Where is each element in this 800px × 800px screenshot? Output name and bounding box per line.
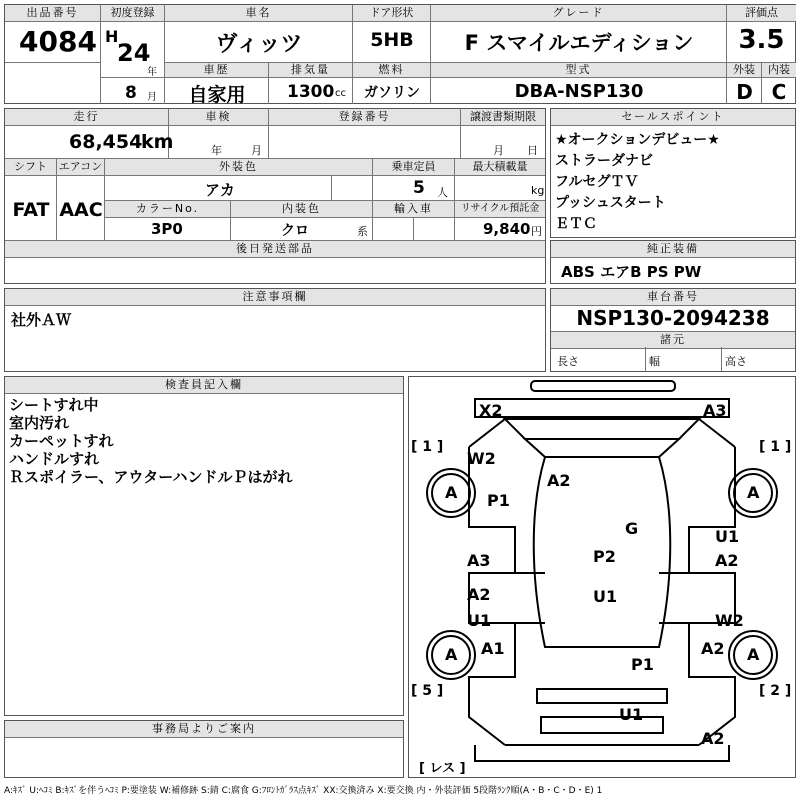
int-grade: C — [771, 80, 787, 104]
damage-a-front-right-wheel: A — [747, 483, 760, 502]
fuel-cell — [353, 63, 431, 104]
damage-u1-right: U1 — [715, 527, 740, 546]
mileage: 68,454 — [69, 131, 143, 153]
int-color: クロ — [281, 223, 309, 239]
damage-g: G — [625, 519, 639, 538]
fuel-label: 燃料 — [353, 63, 430, 78]
equipment-block — [550, 240, 796, 284]
score: 3.5 — [738, 25, 785, 55]
displacement: 1300 — [287, 82, 335, 102]
chassis-number: NSP130-2094238 — [576, 306, 770, 330]
int-grade-label: 内装 — [762, 63, 796, 78]
inspector-note: ハンドルすれ — [9, 450, 100, 468]
car-name-cell — [165, 5, 353, 63]
chassis-label: 車台番号 — [551, 289, 795, 306]
lot-number-cell — [5, 5, 101, 63]
capacity-label: 乗車定員 — [373, 159, 454, 176]
capacity: 5 — [413, 178, 425, 198]
damage-a2-bottom: A2 — [701, 729, 725, 748]
color-no-cell — [105, 201, 231, 241]
transfer-cell — [461, 109, 545, 159]
ac-label: エアコン — [57, 159, 104, 176]
first-reg-label: 初度登録 — [101, 5, 164, 22]
damage-w2-left: W2 — [467, 449, 496, 468]
spec-height: 高さ — [725, 355, 747, 368]
displacement-unit: cc — [335, 88, 346, 99]
spec-width: 幅 — [649, 355, 660, 368]
ext-color: アカ — [205, 181, 235, 199]
fuel: ガソリン — [364, 85, 420, 101]
model-cell — [431, 63, 727, 104]
ext-grade-label: 外装 — [727, 63, 761, 78]
score-label: 評価点 — [727, 5, 796, 22]
reg-number-cell — [269, 109, 461, 159]
door-label: ドア形状 — [353, 5, 430, 22]
sales-points-label: セールスポイント — [551, 109, 795, 126]
displacement-cell — [269, 63, 353, 104]
ext-grade: D — [736, 80, 753, 104]
damage-a1-left: A1 — [481, 639, 505, 658]
lot-number-label: 出品番号 — [5, 5, 100, 22]
load-cell — [455, 159, 545, 201]
load-unit: kg — [531, 184, 545, 197]
equipment: ABS エアB PS PW — [561, 263, 702, 281]
sales-point: プッシュスタート — [555, 195, 666, 211]
damage-a-rear-right-wheel: A — [747, 645, 760, 664]
color-no-label: カラーNo. — [105, 201, 230, 218]
inspector-note: シートすれ中 — [9, 396, 99, 414]
damage-u1-rear: U1 — [619, 705, 644, 724]
door-cell — [353, 5, 431, 63]
sales-point: フルセグＴＶ — [555, 174, 639, 190]
history-label: 車歴 — [165, 63, 268, 78]
damage-p1-rear: P1 — [631, 655, 654, 674]
inspector-block — [4, 376, 404, 716]
lot-number: 4084 — [19, 25, 97, 58]
history: 自家用 — [188, 84, 246, 106]
ac-cell — [57, 159, 105, 241]
mileage-cell — [5, 109, 174, 159]
reg-month: 8 — [125, 83, 137, 103]
damage-a3-left: A3 — [467, 551, 491, 570]
transfer-month-unit: 月 — [493, 144, 504, 157]
load-label: 最大積載量 — [455, 159, 545, 176]
model-label: 型式 — [431, 63, 726, 78]
details-block — [4, 108, 546, 284]
sales-point: ＥＴＣ — [555, 216, 597, 232]
inspector-label: 検査員記入欄 — [5, 377, 403, 394]
recycle: 9,840 — [483, 220, 531, 238]
door-type: 5HB — [370, 29, 414, 51]
grade-cell — [431, 5, 727, 63]
transfer-label: 譲渡書類期限 — [461, 109, 545, 126]
recycle-label: リサイクル預託金 — [455, 201, 545, 218]
inspector-note: 室内汚れ — [9, 414, 70, 432]
score-cell — [727, 5, 796, 63]
first-reg-cell — [101, 5, 165, 104]
mileage-label: 走行 — [5, 109, 168, 126]
damage-a-front-left-wheel: A — [445, 483, 458, 502]
damage-p1-left: P1 — [487, 491, 510, 510]
later-parts-label: 後日発送部品 — [5, 241, 545, 258]
sales-point: ストラーダナビ — [555, 153, 653, 169]
equipment-label: 純正装備 — [551, 241, 795, 258]
ac: AAC — [59, 199, 103, 221]
shift-label: シフト — [5, 159, 56, 176]
damage-u1-left: U1 — [467, 611, 492, 630]
inspection-cell — [169, 109, 269, 159]
corner-1-right: [ 1 ] — [759, 439, 792, 455]
office-block — [4, 720, 404, 778]
ext-color-label: 外装色 — [105, 159, 372, 176]
spare-tire-label: [ レス ] — [419, 761, 466, 776]
mileage-unit: km — [141, 131, 174, 153]
damage-x2: X2 — [479, 401, 503, 420]
car-outline — [409, 377, 795, 777]
import-label: 輸入車 — [373, 201, 454, 218]
damage-w2-right: W2 — [715, 611, 744, 630]
grade-label: グレード — [431, 5, 726, 22]
caution-label: 注意事項欄 — [5, 289, 545, 306]
shift-cell — [5, 159, 57, 241]
inspection-label: 車検 — [169, 109, 268, 126]
chassis-block — [550, 288, 796, 372]
year-unit: 年 — [147, 67, 157, 78]
displacement-label: 排気量 — [269, 63, 352, 78]
later-parts-cell — [5, 241, 545, 283]
damage-p2: P2 — [593, 547, 616, 566]
damage-a3-front: A3 — [703, 401, 727, 420]
import-cell — [373, 201, 455, 241]
spec-length: 長さ — [557, 355, 579, 368]
reg-year: 24 — [117, 39, 151, 67]
reg-number-label: 登録番号 — [269, 109, 460, 126]
month-unit: 月 — [147, 92, 157, 103]
shift: FAT — [12, 199, 50, 221]
int-color-cell — [231, 201, 373, 241]
car-name: ヴィッツ — [215, 32, 303, 57]
corner-5: [ 5 ] — [411, 683, 444, 699]
recycle-cell — [455, 201, 545, 241]
legend: A:ｷｽﾞ U:ﾍｺﾐ B:ｷｽﾞを伴うﾍｺﾐ P:要塗装 W:補修跡 S:錆 C:腐食 G:ﾌﾛﾝﾄｶﾞﾗｽ点ｷｽﾞ XX:交換済み X:要交換 内・外装評価 5段階ﾗﾝｸ順(A・B・C・D・E) 1 — [4, 786, 603, 796]
int-grade-cell — [762, 63, 796, 104]
damage-a2-left: A2 — [467, 585, 491, 604]
damage-a2-rear-right: A2 — [701, 639, 725, 658]
grade: F スマイルエディション — [464, 31, 694, 55]
office-label: 事務局よりご案内 — [5, 721, 403, 738]
model: DBA-NSP130 — [514, 81, 644, 102]
transfer-day-unit: 日 — [527, 144, 538, 157]
damage-u1-center: U1 — [593, 587, 618, 606]
history-cell — [165, 63, 269, 104]
inspector-note: Ｒスポイラー、アウターハンドルＰはがれ — [9, 468, 293, 486]
corner-1-left: [ 1 ] — [411, 439, 444, 455]
recycle-unit: 円 — [531, 225, 542, 238]
inspection-month-unit: 月 — [251, 144, 262, 157]
corner-2: [ 2 ] — [759, 683, 792, 699]
int-color-label: 内装色 — [231, 201, 372, 218]
int-color-unit: 系 — [357, 225, 368, 238]
inspector-notes — [5, 394, 403, 486]
sales-points-list — [551, 126, 795, 235]
lot-number-blank — [5, 63, 101, 104]
header-block — [4, 4, 796, 104]
damage-diagram — [408, 376, 796, 778]
damage-a-rear-left-wheel: A — [445, 645, 458, 664]
inspection-year-unit: 年 — [211, 144, 222, 157]
caution: 社外ＡＷ — [11, 311, 72, 329]
caution-block — [4, 288, 546, 372]
capacity-unit: 人 — [437, 186, 448, 199]
capacity-cell — [373, 159, 455, 201]
sales-points-block — [550, 108, 796, 238]
era: H — [105, 27, 119, 46]
sales-point: ★オークションデビュー★ — [555, 132, 720, 148]
ext-grade-cell — [727, 63, 762, 104]
inspector-note: カーペットすれ — [9, 432, 114, 450]
specs-label: 諸元 — [551, 331, 795, 349]
ext-color-cell — [105, 159, 373, 201]
damage-a2-right: A2 — [715, 551, 739, 570]
damage-a2-roof: A2 — [547, 471, 571, 490]
color-no: 3P0 — [151, 220, 183, 238]
car-name-label: 車名 — [165, 5, 352, 22]
